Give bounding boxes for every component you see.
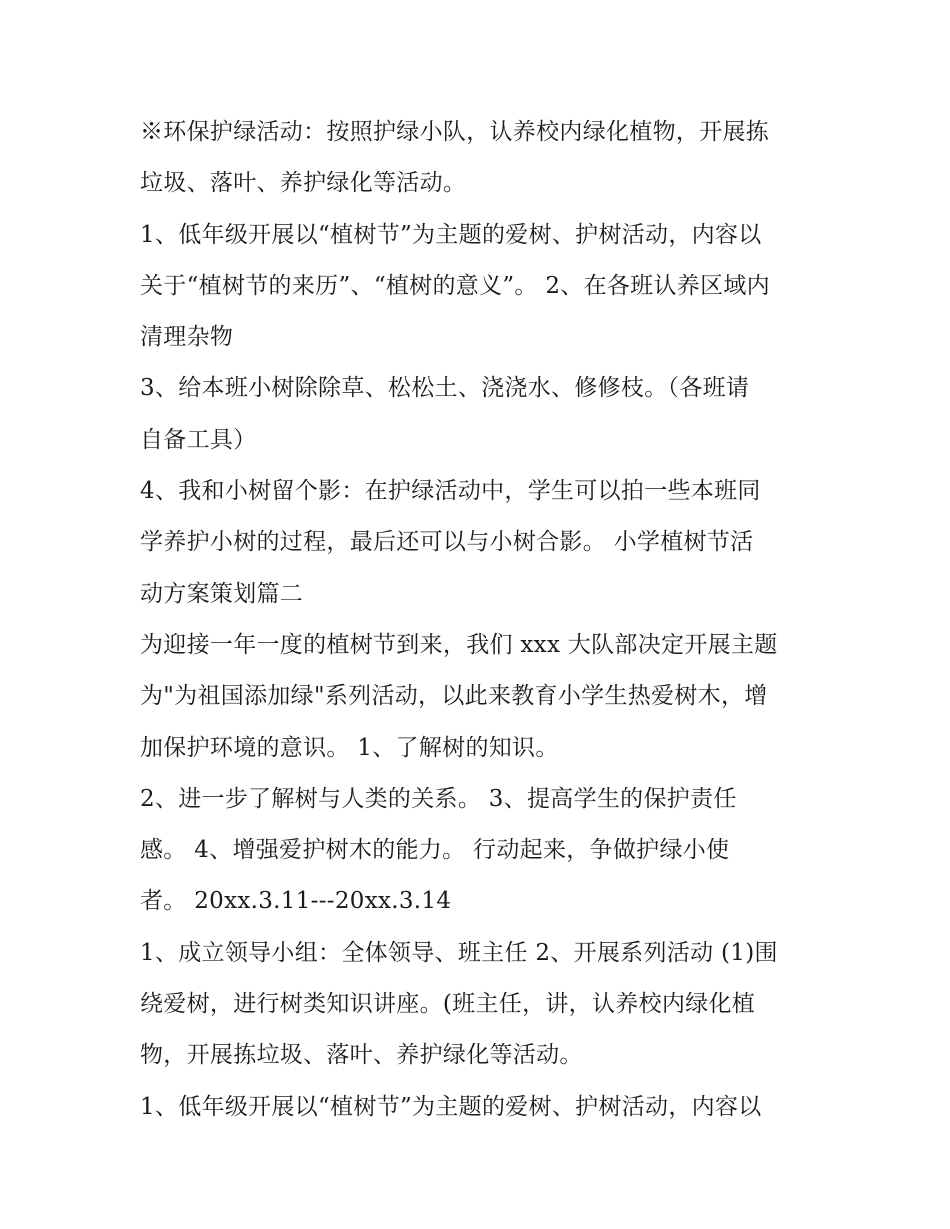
text-line: ※环保护绿活动：按照护绿小队，认养校内绿化植物，开展拣 — [140, 119, 770, 145]
text-line: 加保护环境的意识。 1、了解树的知识。 — [140, 734, 559, 761]
text-line: 物，开展拣垃圾、落叶、养护绿化等活动。 — [140, 1042, 583, 1069]
text-line: 感。 4、增强爱护树木的能力。 行动起来，争做护绿小使 — [140, 837, 730, 864]
text-line: 为"为祖国添加绿"系列活动，以此来教育小学生热爱树木，增 — [140, 683, 768, 710]
text-line: 3、给本班小树除除草、松松土、浇浇水、修修枝。（各班请 — [140, 375, 750, 402]
text-line: 学养护小树的过程，最后还可以与小树合影。 小学植树节活 — [140, 529, 754, 556]
text-line: 1、低年级开展以“植树节”为主题的爱树、护树活动，内容以 — [140, 1093, 762, 1120]
text-line: 动方案策划篇二 — [140, 580, 304, 607]
text-line: 者。 20xx.3.11---20xx.3.14 — [140, 888, 452, 915]
text-line: 绕爱树，进行树类知识讲座。(班主任，讲，认养校内绿化植 — [140, 991, 756, 1018]
text-line: 2、进一步了解树与人类的关系。 3、提高学生的保护责任 — [140, 785, 737, 812]
text-line: 1、低年级开展以“植树节”为主题的爱树、护树活动，内容以 — [140, 221, 762, 248]
body-text — [140, 107, 820, 1133]
text-line: 清理杂物 — [140, 324, 234, 351]
text-line: 4、我和小树留个影：在护绿活动中，学生可以拍一些本班同 — [140, 478, 761, 505]
text-line: 1、成立领导小组：全体领导、班主任 2、开展系列活动 (1)围 — [140, 939, 778, 966]
text-line: 垃圾、落叶、养护绿化等活动。 — [140, 170, 467, 197]
text-line: 关于“植树节的来历”、“植树的意义”。 2、在各班认养区域内 — [140, 272, 770, 299]
text-line: 为迎接一年一度的植树节到来，我们 xxx 大队部决定开展主题 — [140, 631, 778, 658]
text-line: 自备工具） — [140, 426, 257, 453]
